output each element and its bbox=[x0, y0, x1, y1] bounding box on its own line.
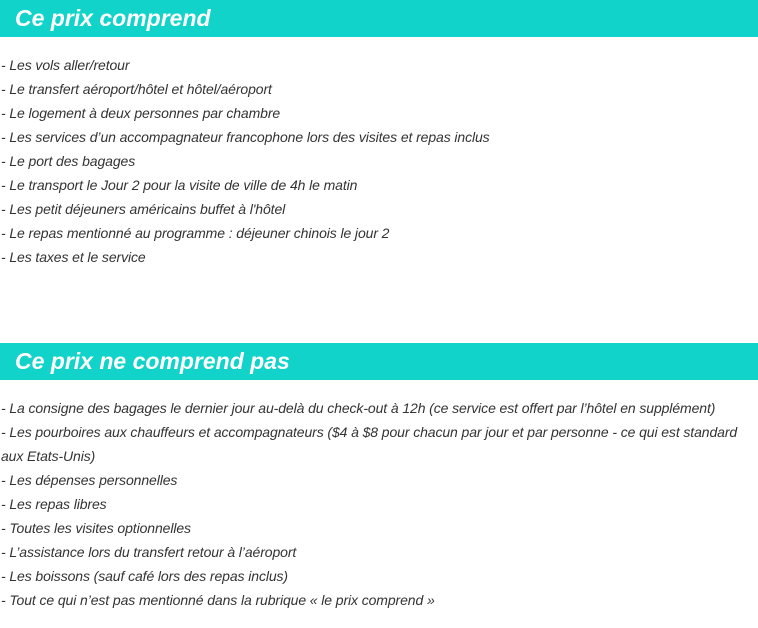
excludes-item: - Les boissons (sauf café lors des repas inclus) bbox=[1, 568, 288, 584]
includes-item: - Les services d’un accompagnateur francophone lors des visites et repas inclus bbox=[1, 129, 490, 145]
excludes-item: - Tout ce qui n’est pas mentionné dans la rubrique « le prix comprend » bbox=[1, 592, 435, 608]
includes-item: - Le transport le Jour 2 pour la visite de ville de 4h le matin bbox=[1, 177, 358, 193]
excludes-item: - Les repas libres bbox=[1, 496, 107, 512]
excludes-item: - L’assistance lors du transfert retour à l’aéroport bbox=[1, 544, 297, 560]
excludes-section-title: Ce prix ne comprend pas bbox=[0, 343, 758, 380]
includes-item: - Le logement à deux personnes par chambre bbox=[1, 105, 281, 121]
includes-item: - Le port des bagages bbox=[1, 153, 136, 169]
includes-item: - Les petit déjeuners américains buffet à l'hôtel bbox=[1, 201, 286, 217]
includes-item: - Les taxes et le service bbox=[1, 249, 146, 265]
excludes-list bbox=[0, 396, 758, 612]
excludes-item: - Les pourboires aux chauffeurs et accompagnateurs ($4 à $8 pour chacun par jour et par personne - ce qui est standard aux Etats-Unis) bbox=[1, 424, 738, 464]
excludes-item: - Toutes les visites optionnelles bbox=[1, 520, 191, 536]
includes-item: - Les vols aller/retour bbox=[1, 57, 130, 73]
excludes-item: - Les dépenses personnelles bbox=[1, 472, 178, 488]
includes-item: - Le transfert aéroport/hôtel et hôtel/aéroport bbox=[1, 81, 272, 97]
includes-list bbox=[0, 53, 758, 269]
includes-section-title: Ce prix comprend bbox=[0, 0, 758, 37]
excludes-item: - La consigne des bagages le dernier jour au-delà du check-out à 12h (ce service est offert par l’hôtel en supplément) bbox=[1, 400, 716, 416]
includes-item: - Le repas mentionné au programme : déjeuner chinois le jour 2 bbox=[1, 225, 390, 241]
